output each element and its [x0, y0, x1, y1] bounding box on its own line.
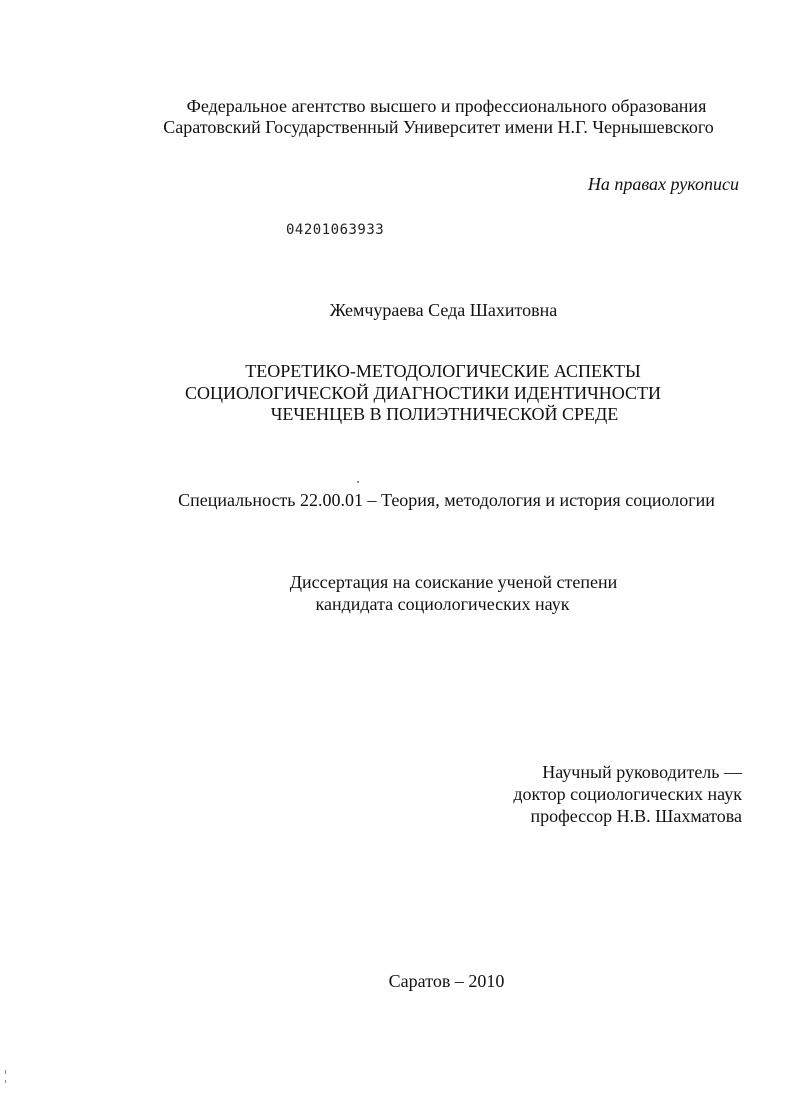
manuscript-rights-note: На правах рукописи [587, 174, 739, 194]
supervisor-line-3: профессор Н.В. Шахматова [530, 806, 742, 826]
title-line-3: ЧЕЧЕНЦЕВ В ПОЛИЭТНИЧЕСКОЙ СРЕДЕ [270, 404, 619, 424]
author-name: Жемчураева Седа Шахитовна [329, 300, 558, 320]
title-line-1: ТЕОРЕТИКО-МЕТОДОЛОГИЧЕСКИЕ АСПЕКТЫ [245, 361, 641, 381]
supervisor-line-2: доктор социологических наук [513, 784, 742, 804]
registration-number: 04201063933 [286, 222, 385, 238]
scan-edge-mark [5, 1080, 6, 1083]
organization-line-1: Федеральное агентство высшего и профессионального образования [186, 96, 707, 116]
supervisor-line-1: Научный руководитель — [542, 762, 742, 782]
title-line-2: СОЦИОЛОГИЧЕСКОЙ ДИАГНОСТИКИ ИДЕНТИЧНОСТИ [184, 383, 662, 403]
city-year: Саратов – 2010 [388, 971, 505, 991]
organization-line-2: Саратовский Государственный Университет имени Н.Г. Чернышевского [163, 117, 714, 137]
specialty-line: Специальность 22.00.01 – Теория, методология и история социологии [178, 490, 715, 510]
scan-speck [357, 481, 359, 483]
dissertation-line-2: кандидата социологических наук [315, 594, 570, 614]
dissertation-line-1: Диссертация на соискание ученой степени [289, 572, 618, 592]
scan-edge-mark [5, 1070, 6, 1074]
